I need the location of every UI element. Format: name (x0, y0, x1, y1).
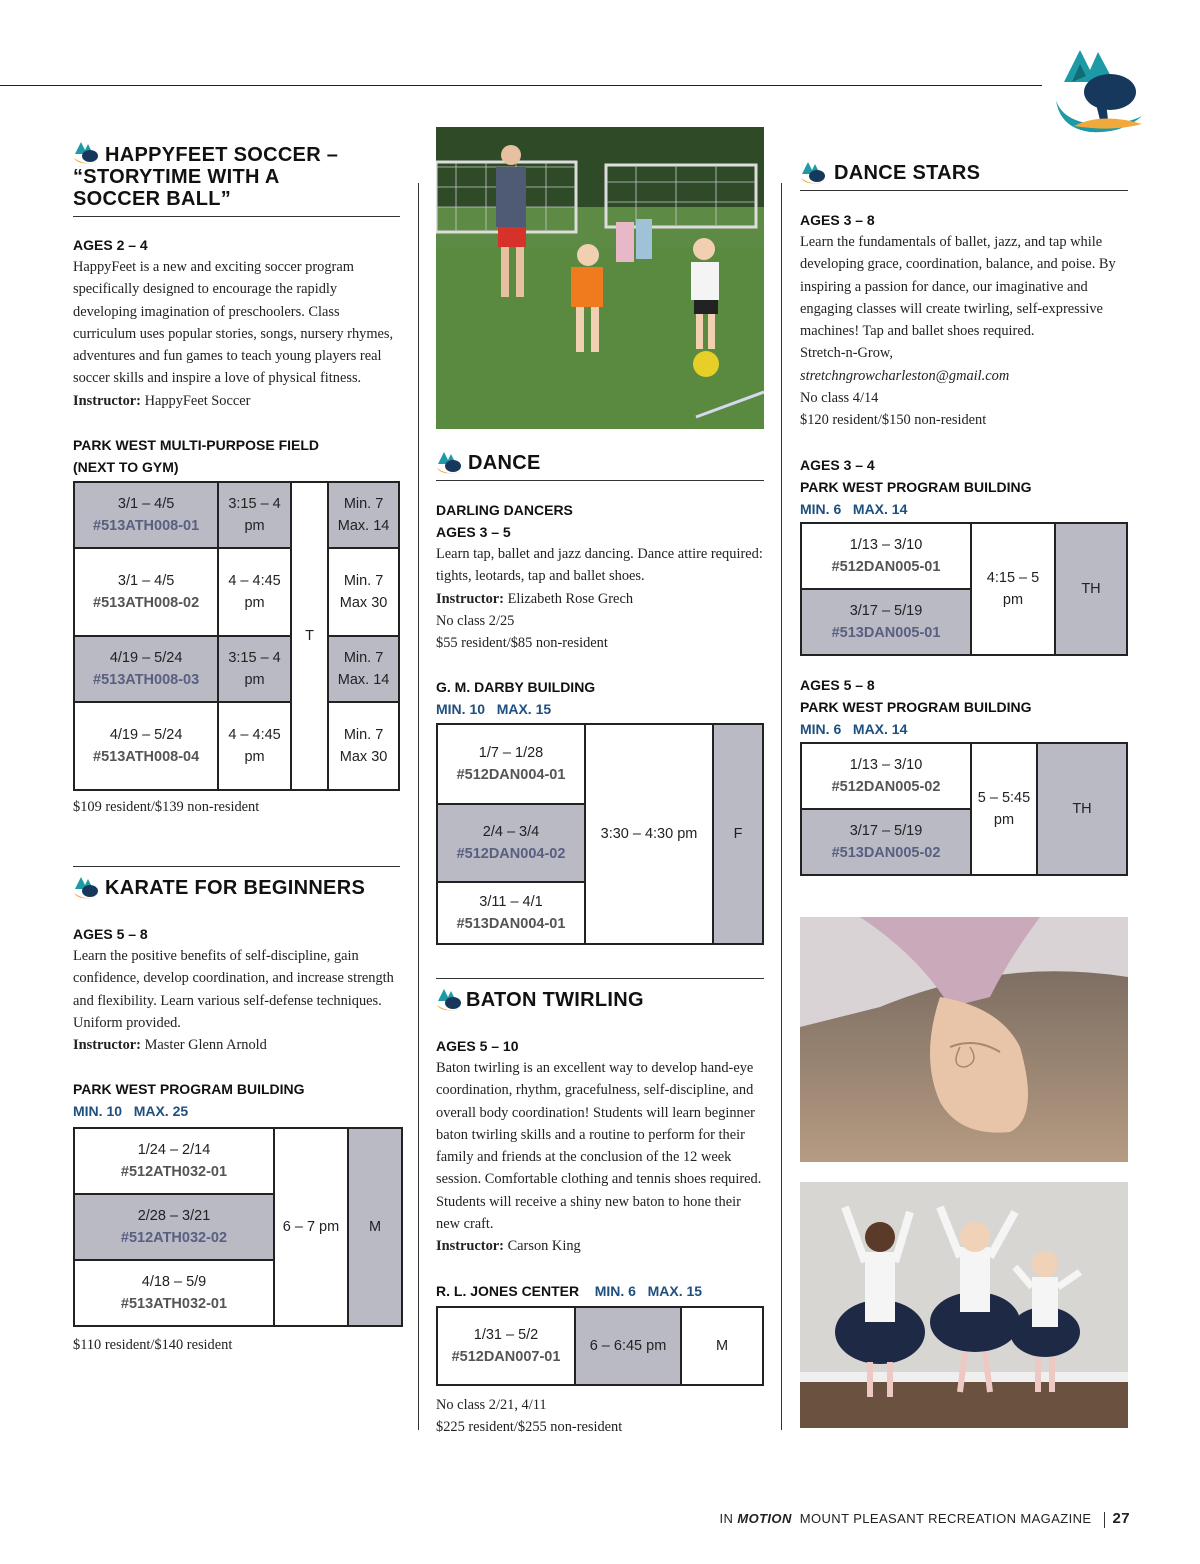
dance-instructor: Instructor: Elizabeth Rose Grech (436, 590, 634, 607)
table-row: 2/4 – 3/4 #512DAN004-02 (437, 804, 585, 882)
page-footer (700, 1510, 1130, 1528)
footer-prefix: IN (719, 1511, 734, 1526)
soccer-ages: AGES 2 – 4 (73, 237, 148, 253)
time-cell: 3:15 – 4 pm (218, 482, 291, 548)
table-row: 1/24 – 2/14 #512ATH032-01 (74, 1128, 274, 1194)
dance-section (436, 450, 764, 945)
stars-group2-location: PARK WEST PROGRAM BUILDING (800, 698, 1032, 715)
capacity-cell: Min. 7 Max 30 (328, 702, 399, 790)
soccer-schedule-table (73, 481, 400, 791)
table-row: 4/19 – 5/24 #513ATH008-03 (74, 636, 218, 702)
karate-instructor: Instructor: Master Glenn Arnold (73, 1037, 267, 1054)
stars-email[interactable]: stretchngrowcharleston@gmail.com (800, 367, 1010, 384)
dance-stars-title: DANCE STARS (834, 162, 981, 184)
ballet-kids-photo (800, 1182, 1128, 1428)
stars-group1-ages: AGES 3 – 4 (800, 456, 875, 473)
baton-schedule-table (436, 1306, 764, 1386)
header-rule (0, 85, 1042, 86)
stars-group1-table (800, 522, 1128, 656)
soccer-price: $109 resident/$139 non-resident (73, 799, 260, 816)
day-cell: TH (1037, 743, 1127, 875)
time-cell: 4 – 4:45 pm (218, 702, 291, 790)
column-divider-2 (781, 183, 782, 1430)
footer-brand: MOTION (737, 1511, 792, 1526)
baton-title: BATON TWIRLING (466, 989, 644, 1011)
page-number: 27 (1112, 1510, 1130, 1527)
dance-price: $55 resident/$85 non-resident (436, 635, 608, 652)
soccer-title-block (73, 140, 400, 217)
baton-ages: AGES 5 – 10 (436, 1038, 519, 1054)
stars-price: $120 resident/$150 non-resident (800, 412, 987, 429)
karate-ages: AGES 5 – 8 (73, 926, 148, 942)
karate-description: Learn the positive benefits of self-discipline, gain confidence, develop coordination, and increase strength and flexibility. Learn various self-defense techniques. Uniform provided. (73, 948, 394, 1031)
stars-ages: AGES 3 – 8 (800, 212, 875, 228)
dance-ages: AGES 3 – 5 (436, 524, 511, 540)
baton-location: R. L. JONES CENTER MIN. 6 MAX. 15 (436, 1282, 703, 1299)
dance-description: Learn tap, ballet and jazz dancing. Dance attire required: tights, leotards, tap and ballet shoes. (436, 546, 763, 585)
day-cell: M (348, 1128, 402, 1326)
table-row: 4/18 – 5/9 #513ATH032-01 (74, 1260, 274, 1326)
karate-location: PARK WEST PROGRAM BUILDING (73, 1081, 305, 1098)
soccer-content (73, 234, 403, 818)
soccer-title-line1: HAPPYFEET SOCCER – (105, 144, 339, 166)
column-divider-1 (418, 183, 419, 1430)
dance-schedule-table (436, 723, 764, 945)
dance-stars-section (800, 160, 1128, 876)
capacity-cell: Min. 7 Max. 14 (328, 482, 399, 548)
stars-group2-capacity: MIN. 6 MAX. 14 (800, 720, 908, 737)
stars-description: Learn the fundamentals of ballet, jazz, and tap while developing grace, coordination, balance, and poise. By inspiring a passion for dance, our imaginative and engaging classes will create twirling, self-expressive machines! Tap and ballet shoes required. (800, 234, 1116, 340)
karate-title: KARATE FOR BEGINNERS (105, 877, 366, 899)
ballet-shoe-photo (800, 917, 1128, 1162)
dance-location: G. M. DARBY BUILDING (436, 679, 596, 696)
table-row: 1/7 – 1/28 #512DAN004-01 (437, 724, 585, 804)
stars-provider: Stretch-n-Grow, (800, 345, 893, 362)
karate-section (73, 866, 403, 1357)
baton-section (436, 978, 764, 1438)
baton-description: Baton twirling is an excellent way to develop hand-eye coordination, rhythm, gracefulness, self-discipline, and overall body coordination! Students will learn beginner baton twirling skills and a routine to perform for their family and friends at the conclusion of the 12 week session. Comfortable clothing and tennis shoes required. Students will receive a shiny new baton to hone their new craft. (436, 1060, 762, 1233)
footer-magazine: MOUNT PLEASANT RECREATION MAGAZINE (799, 1511, 1092, 1526)
recreation-logo-icon (73, 875, 99, 901)
soccer-location-1: PARK WEST MULTI-PURPOSE FIELD (73, 437, 320, 454)
capacity-cell: Min. 7 Max. 14 (328, 636, 399, 702)
dance-subtitle: DARLING DANCERS (436, 502, 573, 518)
time-cell: 5 – 5:45 pm (971, 743, 1037, 875)
table-row: 4/19 – 5/24 #513ATH008-04 (74, 702, 218, 790)
stars-group2-ages: AGES 5 – 8 (800, 676, 875, 693)
table-row: 3/17 – 5/19 #513DAN005-01 (801, 589, 971, 655)
stars-group2-table (800, 742, 1128, 876)
day-cell: T (291, 482, 328, 790)
day-cell: M (681, 1307, 763, 1385)
karate-capacity: MIN. 10 MAX. 25 (73, 1103, 189, 1120)
dance-noclass: No class 2/25 (436, 612, 515, 629)
baton-instructor: Instructor: Carson King (436, 1238, 581, 1255)
recreation-logo-icon (800, 160, 826, 186)
recreation-logo-icon (436, 987, 462, 1013)
day-cell: F (713, 724, 763, 944)
table-row: 1/31 – 5/2 #512DAN007-01 (437, 1307, 575, 1385)
table-row: 3/1 – 4/5 #513ATH008-01 (74, 482, 218, 548)
table-row: 3/11 – 4/1 #513DAN004-01 (437, 882, 585, 944)
baton-price: $225 resident/$255 non-resident (436, 1418, 623, 1435)
dance-capacity: MIN. 10 MAX. 15 (436, 701, 552, 718)
stars-group1-location: PARK WEST PROGRAM BUILDING (800, 478, 1032, 495)
time-cell: 6 – 6:45 pm (575, 1307, 681, 1385)
time-cell: 3:30 – 4:30 pm (585, 724, 713, 944)
dance-title: DANCE (468, 452, 541, 474)
table-row: 3/1 – 4/5 #513ATH008-02 (74, 548, 218, 636)
recreation-logo-icon (73, 140, 99, 166)
table-row: 2/28 – 3/21 #512ATH032-02 (74, 1194, 274, 1260)
recreation-logo-icon (436, 450, 462, 476)
stars-group1-capacity: MIN. 6 MAX. 14 (800, 500, 908, 517)
karate-price: $110 resident/$140 resident (73, 1337, 233, 1354)
town-logo (1052, 42, 1144, 134)
time-cell: 3:15 – 4 pm (218, 636, 291, 702)
soccer-title-line2: “STORYTIME WITH A (73, 166, 280, 188)
table-row: 1/13 – 3/10 #512DAN005-02 (801, 743, 971, 809)
time-cell: 6 – 7 pm (274, 1128, 348, 1326)
capacity-cell: Min. 7 Max 30 (328, 548, 399, 636)
karate-schedule-table (73, 1127, 403, 1327)
soccer-location-2: (NEXT TO GYM) (73, 459, 179, 476)
time-cell: 4 – 4:45 pm (218, 548, 291, 636)
day-cell: TH (1055, 523, 1127, 655)
table-row: 1/13 – 3/10 #512DAN005-01 (801, 523, 971, 589)
baton-noclass: No class 2/21, 4/11 (436, 1396, 547, 1413)
stars-noclass: No class 4/14 (800, 390, 879, 407)
table-row: 3/17 – 5/19 #513DAN005-02 (801, 809, 971, 875)
soccer-title-line3: SOCCER BALL” (73, 188, 232, 210)
time-cell: 4:15 – 5 pm (971, 523, 1055, 655)
soccer-description: HappyFeet is a new and exciting soccer program specifically designed to encourage the rapidly developing imagination of preschoolers. Class curriculum uses popular stories, songs, nursery rhymes, adventures and fun games to teach young players real soccer skills and inspire a love of physical fitness. (73, 259, 394, 387)
soccer-instructor: Instructor: HappyFeet Soccer (73, 392, 251, 409)
soccer-photo (436, 127, 764, 429)
